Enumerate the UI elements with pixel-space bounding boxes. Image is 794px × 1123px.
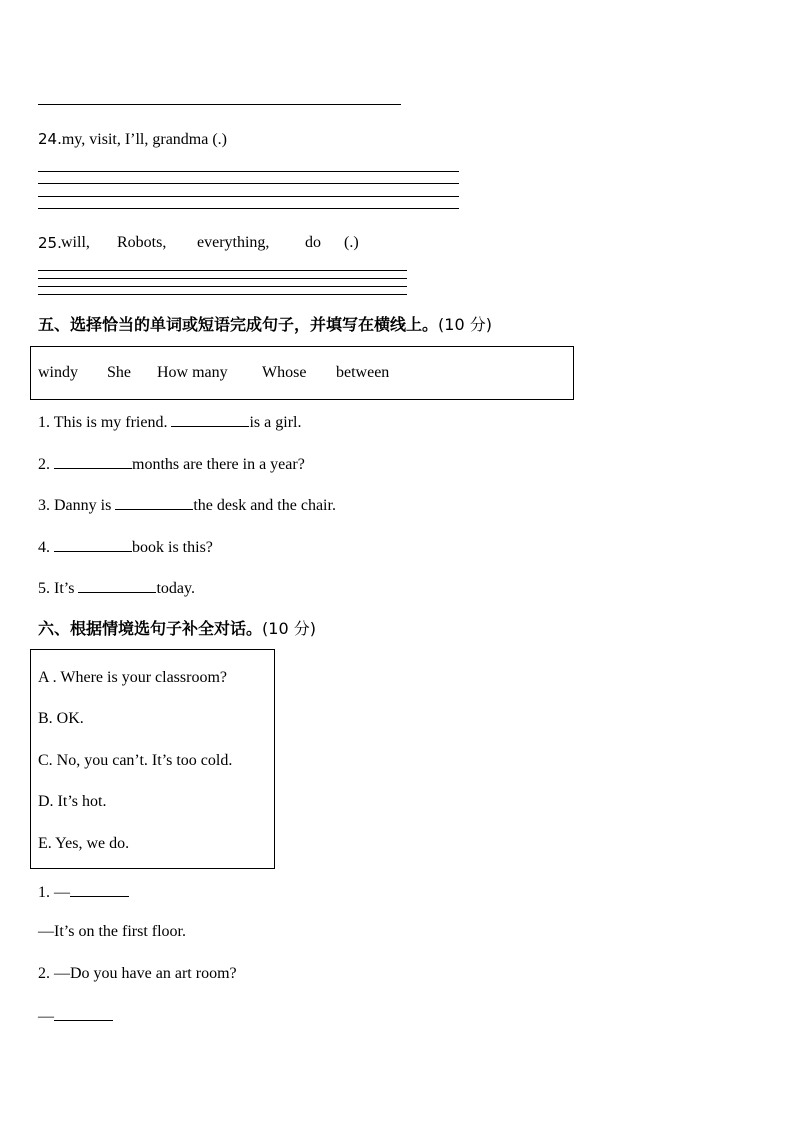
option-item: E. Yes, we do. [38, 835, 130, 852]
answer-line [38, 270, 407, 271]
dialogue-text: 1. — [38, 884, 70, 901]
section-title: 六、根据情境选句子补全对话。 [38, 619, 263, 638]
section-title: 五、选择恰当的单词或短语完成句子，并填写在横线上。 [38, 315, 439, 334]
word-bank-item: between [336, 364, 390, 381]
question-word: will, [61, 234, 90, 251]
dialogue-text: — [38, 1008, 54, 1025]
question-25 [38, 233, 418, 253]
options-box [30, 649, 275, 869]
word-bank-item: How many [157, 364, 228, 381]
answer-line [38, 278, 407, 279]
question-number: 24. [38, 130, 62, 148]
blank-line[interactable] [78, 577, 156, 593]
question-24 [38, 129, 227, 150]
answer-line [38, 294, 407, 295]
question-number: 25. [38, 234, 62, 252]
section-5-heading [38, 315, 492, 335]
question-word: Robots, [117, 234, 167, 251]
option-item: A . Where is your classroom? [38, 669, 227, 686]
dialogue-line [38, 1005, 113, 1027]
blank-line[interactable] [115, 494, 193, 510]
option-item: C. No, you can’t. It’s too cold. [38, 752, 233, 769]
option-item: D. It’s hot. [38, 793, 107, 810]
section-6-heading [38, 619, 316, 639]
blank-line[interactable] [54, 1005, 113, 1021]
word-bank-item: windy [38, 364, 78, 381]
answer-line [38, 183, 459, 184]
item-prefix: 2. [38, 456, 54, 473]
question-word: (.) [344, 234, 359, 251]
word-bank-item: She [107, 364, 131, 381]
answer-line [38, 196, 459, 197]
item-suffix: the desk and the chair. [193, 497, 336, 514]
item-suffix: today. [156, 580, 195, 597]
question-word: do [305, 234, 321, 251]
option-item: B. OK. [38, 710, 84, 727]
answer-line [38, 104, 401, 105]
dialogue-line: 2. —Do you have an art room? [38, 965, 237, 982]
answer-line [38, 208, 459, 209]
word-bank [30, 346, 574, 400]
blank-line[interactable] [171, 411, 249, 427]
item-suffix: is a girl. [249, 414, 302, 431]
blank-line[interactable] [70, 881, 129, 897]
dialogue-line: —It’s on the first floor. [38, 923, 186, 940]
section-points: (10 分) [262, 619, 316, 638]
word-bank-item: Whose [262, 364, 307, 381]
section-points: (10 分) [438, 315, 492, 334]
blank-line[interactable] [54, 453, 132, 469]
question-words: my, visit, I’ll, grandma (.) [61, 131, 228, 148]
question-word: everything, [197, 234, 270, 251]
answer-line [38, 171, 459, 172]
fill-item [38, 411, 301, 433]
item-prefix: 5. It’s [38, 580, 79, 597]
blank-line[interactable] [54, 536, 132, 552]
fill-item [38, 453, 305, 475]
answer-line [38, 286, 407, 287]
item-suffix: book is this? [132, 539, 213, 556]
item-prefix: 4. [38, 539, 54, 556]
dialogue-line [38, 881, 129, 903]
item-suffix: months are there in a year? [132, 456, 305, 473]
item-prefix: 1. This is my friend. [38, 414, 172, 431]
fill-item [38, 577, 195, 599]
item-prefix: 3. Danny is [38, 497, 116, 514]
fill-item [38, 536, 213, 558]
fill-item [38, 494, 336, 516]
